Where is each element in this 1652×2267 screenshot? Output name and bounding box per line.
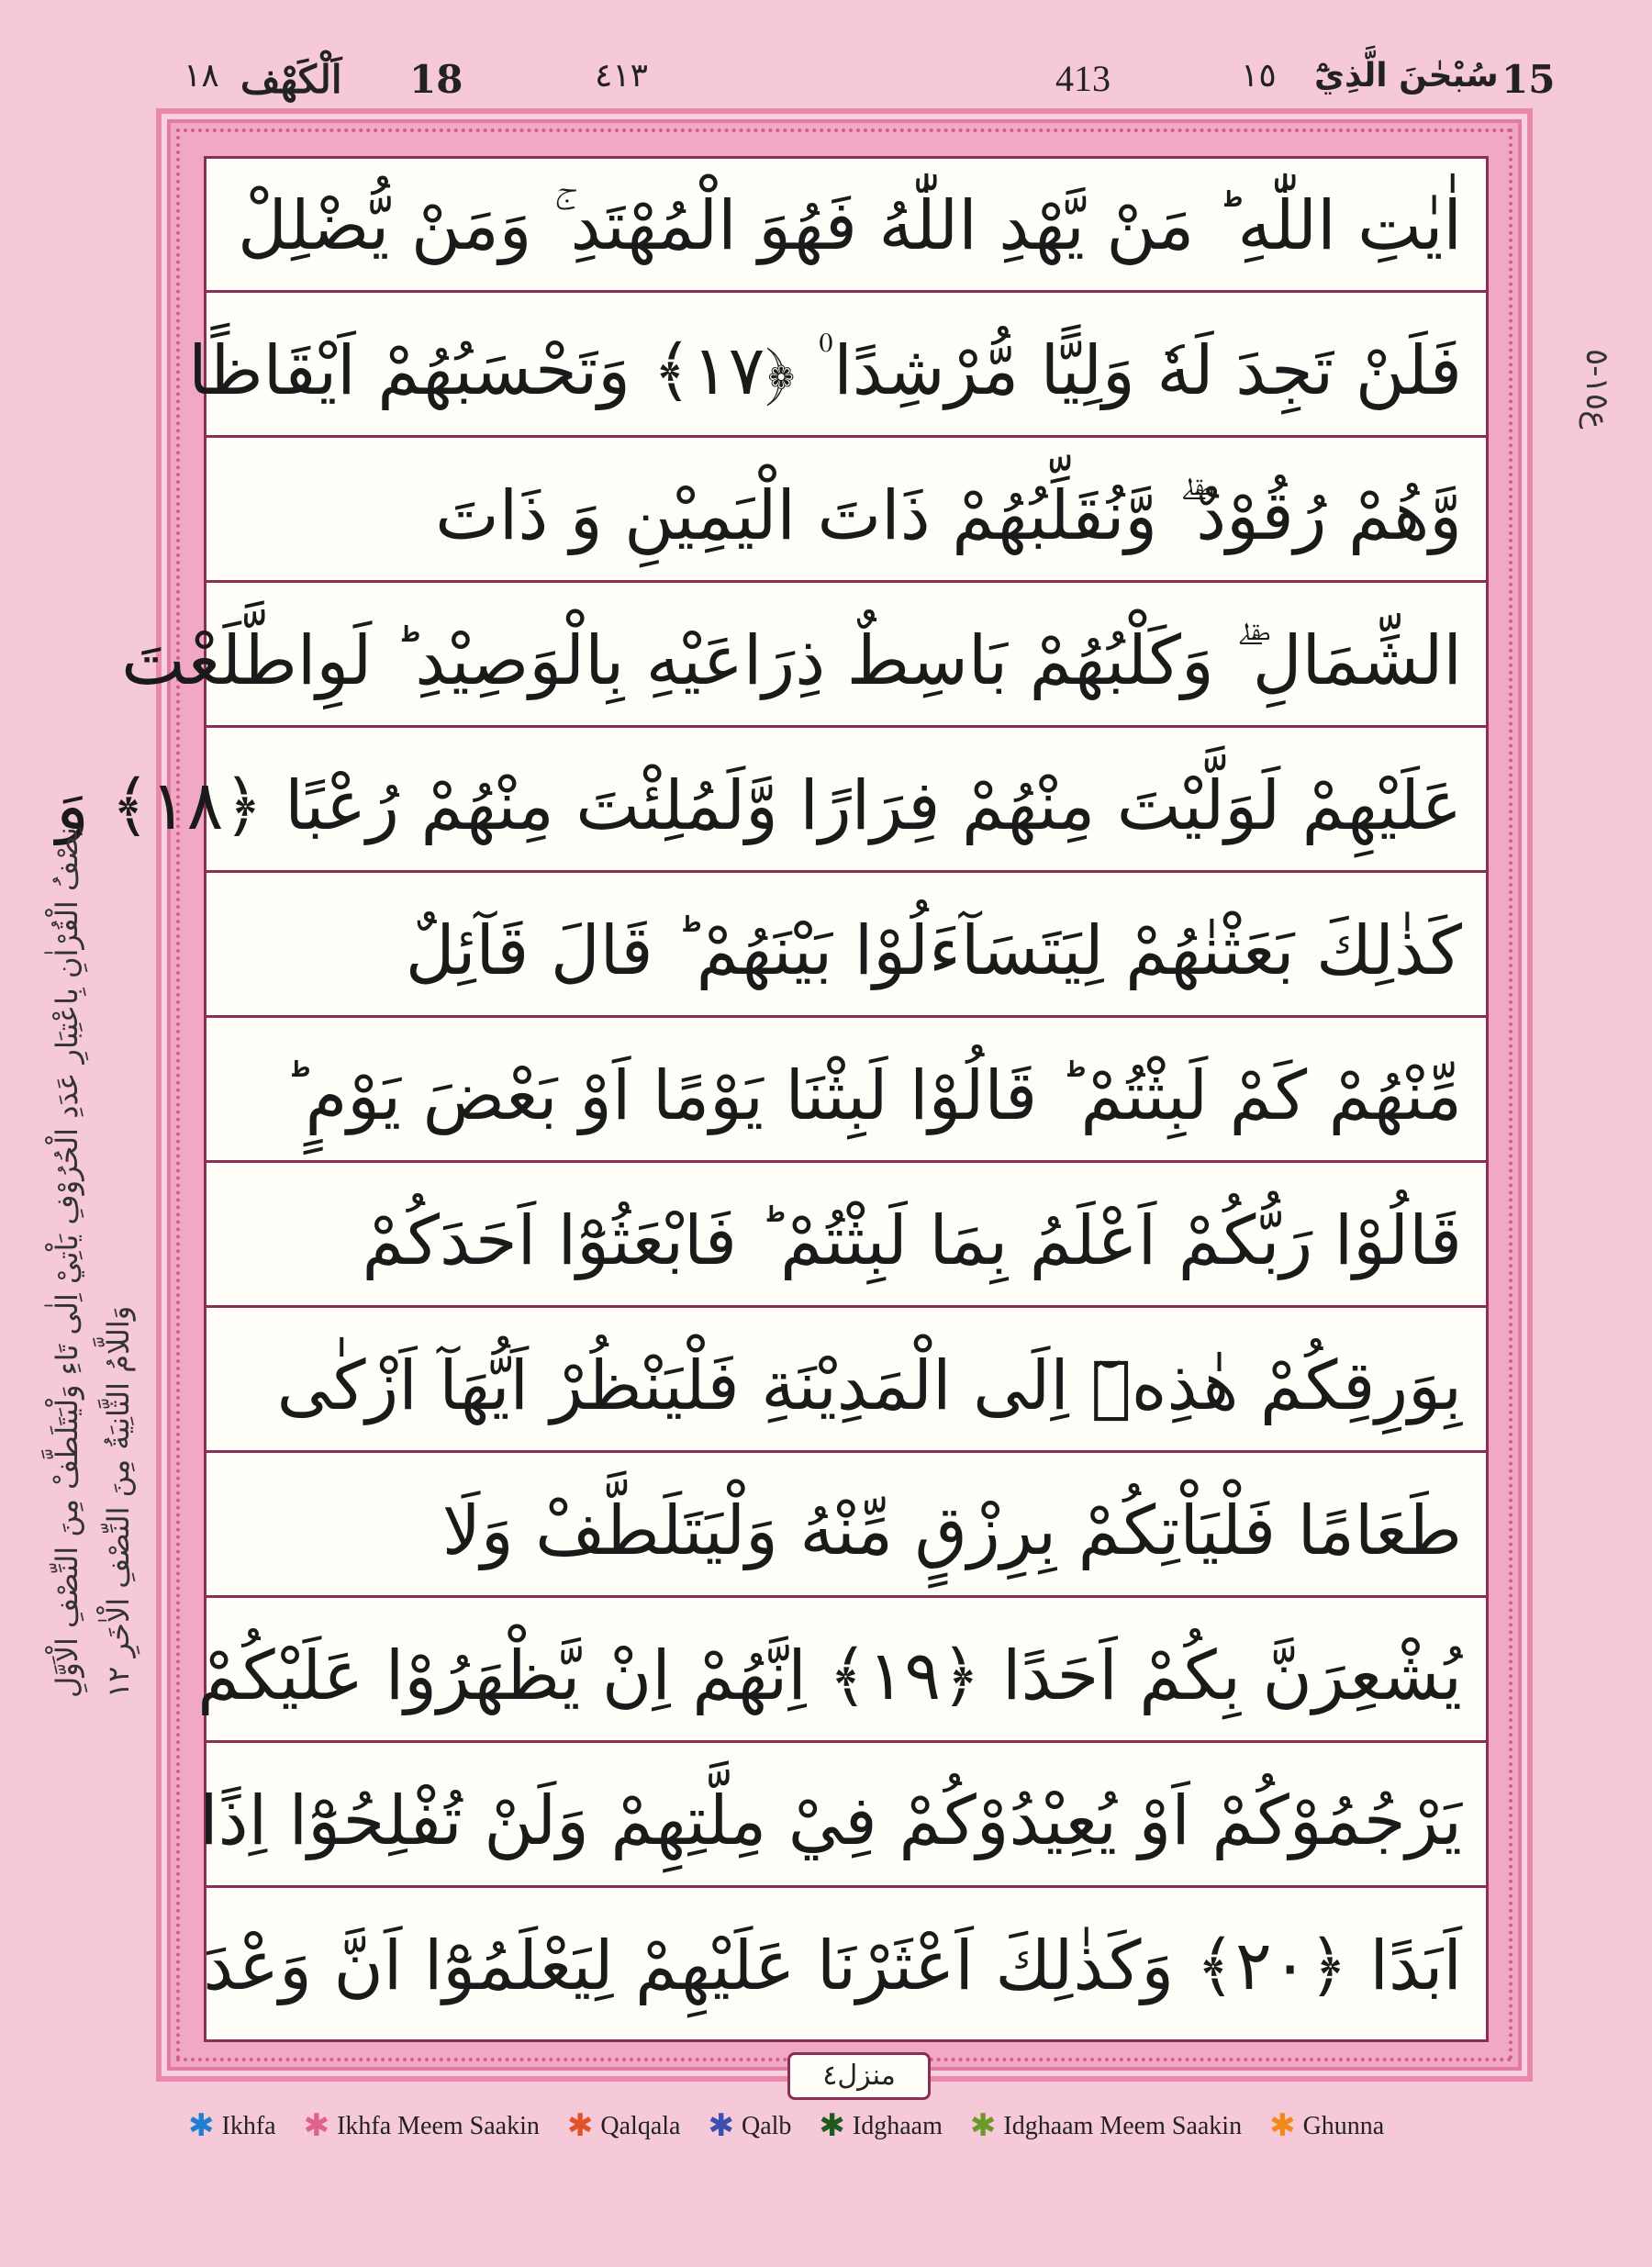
manzil-label: منزل٤ xyxy=(787,2052,931,2100)
asterisk-icon: ✱ xyxy=(303,2109,330,2143)
text-line-8: قَالُوْا رَبُّكُمْ اَعْلَمُ بِمَا لَبِثْتُمْ ؕ فَابْعَثُوْٓا اَحَدَكُمْ xyxy=(206,1174,1486,1308)
text-line-10: طَعَامًا فَلْيَاْتِكُمْ بِرِزْقٍ مِّنْهُ وَلْيَتَلَطَّفْ وَلَا xyxy=(206,1464,1486,1598)
legend-item-qalb xyxy=(708,2111,791,2142)
legend-item-ikhfa-meem-saakin xyxy=(304,2111,540,2142)
ruku-marker: ع١٥-٥ xyxy=(1579,349,1615,430)
asterisk-icon: ✱ xyxy=(566,2109,594,2143)
text-line-4: الشِّمَالِ ۖۗ وَكَلْبُهُمْ بَاسِطٌ ذِرَاعَيْهِ بِالْوَصِيْدِ ؕ لَوِاطَّلَعْتَ xyxy=(206,594,1486,728)
text-line-2: فَلَنْ تَجِدَ لَهٗ وَلِيًّا مُّرْشِدًا ۠ ﴿١٧﴾ وَتَحْسَبُهُمْ اَيْقَاظًا xyxy=(206,304,1486,438)
legend-item-ikhfa xyxy=(188,2111,276,2142)
legend-label: Idghaam xyxy=(852,2112,943,2140)
text-line-1: اٰيٰتِ اللّٰهِ ؕ مَنْ يَّهْدِ اللّٰهُ فَهُوَ الْمُهْتَدِ ۚ وَمَنْ يُّضْلِلْ xyxy=(206,159,1486,293)
juz-number: 15 xyxy=(1501,57,1556,102)
legend-label: Ikhfa Meem Saakin xyxy=(337,2112,540,2140)
text-line-7: مِّنْهُمْ كَمْ لَبِثْتُمْ ؕ قَالُوْا لَبِثْنَا يَوْمًا اَوْ بَعْضَ يَوْمٍ ؕ xyxy=(206,1029,1486,1163)
page-number-arabic: ٤١٣ xyxy=(595,57,649,95)
asterisk-icon: ✱ xyxy=(819,2109,845,2143)
legend-item-qalqala xyxy=(567,2111,681,2142)
page-number: 413 xyxy=(1055,58,1111,99)
margin-note-line-2: وَاللَّامُ الثَّانِيَةُ مِنَ النِّصْفِ الْاٰخَرِ ١٢ xyxy=(101,1305,136,1698)
legend-item-ghunna xyxy=(1269,2111,1384,2142)
text-line-6: كَذٰلِكَ بَعَثْنٰهُمْ لِيَتَسَآءَلُوْا بَيْنَهُمْ ؕ قَالَ قَآئِلٌ xyxy=(206,884,1486,1018)
asterisk-icon: ✱ xyxy=(1269,2109,1296,2143)
juz-number-arabic: ١٥ xyxy=(1241,57,1277,95)
legend-item-idghaam xyxy=(819,2111,942,2142)
margin-note-line-1: نِصْفُ الْقُرْاٰنِ بِاعْتِبَارِ عَدَدِ الْحُرُوْفِ يَاْتِيْ اِلٰى تَاءِ وَلْيَتَلَطَّفْ مِنَ النِّصْفِ الْاَوَّلِ xyxy=(50,827,84,1698)
asterisk-icon: ✱ xyxy=(708,2109,734,2143)
legend-label: Ghunna xyxy=(1302,2112,1385,2140)
asterisk-icon: ✱ xyxy=(969,2109,997,2143)
legend-item-idghaam-meem-saakin xyxy=(970,2111,1242,2142)
surah-number: 18 xyxy=(409,57,463,102)
text-line-9: بِوَرِقِكُمْ هٰذِهٖٓ اِلَى الْمَدِيْنَةِ فَلْيَنْظُرْ اَيُّهَآ اَزْكٰى xyxy=(206,1319,1486,1453)
text-line-3: وَّهُمْ رُقُوْدٌ ۖۗ وَّنُقَلِّبُهُمْ ذَاتَ الْيَمِيْنِ وَ ذَاتَ xyxy=(206,449,1486,583)
tajweed-legend xyxy=(188,2104,1565,2150)
text-line-5: عَلَيْهِمْ لَوَلَّيْتَ مِنْهُمْ فِرَارًا وَّلَمُلِئْتَ مِنْهُمْ رُعْبًا ﴿١٨﴾ وَ xyxy=(206,739,1486,873)
juz-name: سُبْحٰنَ الَّذِيْٓ xyxy=(1314,57,1499,95)
margin-note xyxy=(41,707,151,1698)
text-line-13: اَبَدًا ﴿٢٠﴾ وَكَذٰلِكَ اَعْثَرْنَا عَلَيْهِمْ لِيَعْلَمُوْٓا اَنَّ وَعْدَ xyxy=(203,1926,1462,2005)
text-line-12: يَرْجُمُوْكُمْ اَوْ يُعِيْدُوْكُمْ فِيْ مِلَّتِهِمْ وَلَنْ تُفْلِحُوْٓا اِذًا xyxy=(206,1754,1486,1888)
legend-label: Qalqala xyxy=(600,2112,681,2140)
asterisk-icon: ✱ xyxy=(188,2109,215,2143)
legend-label: Qalb xyxy=(741,2112,792,2140)
legend-label: Idghaam Meem Saakin xyxy=(1003,2112,1243,2140)
page-header xyxy=(0,57,1652,112)
text-line-11: يُشْعِرَنَّ بِكُمْ اَحَدًا ﴿١٩﴾ اِنَّهُمْ اِنْ يَّظْهَرُوْا عَلَيْكُمْ xyxy=(206,1609,1486,1743)
surah-name: اَلْكَهْف xyxy=(240,57,342,102)
legend-label: Ikhfa xyxy=(221,2112,276,2140)
surah-number-arabic: ١٨ xyxy=(184,57,219,95)
